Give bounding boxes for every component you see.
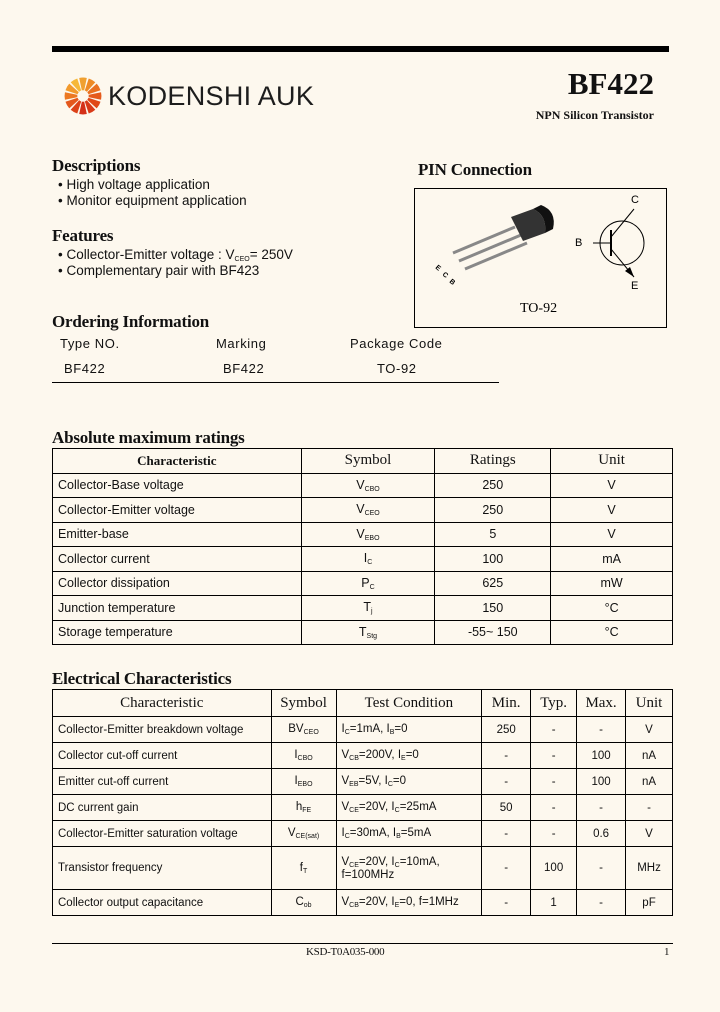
- cell-unit: V: [626, 821, 673, 847]
- table-row: [53, 847, 673, 890]
- cell-characteristic: Emitter-base: [53, 522, 302, 547]
- cell-symbol: $f_T$: [271, 847, 336, 890]
- cell-unit: pF: [626, 890, 673, 916]
- cell-max: 100: [577, 769, 626, 795]
- cell-condition: $V_{CB}=20V$, $I_E=0$, f=1MHz: [336, 890, 482, 916]
- cell-unit: V: [551, 473, 673, 498]
- cell-symbol: $V_{CE(sat)}$: [271, 821, 336, 847]
- pin-label-emitter: E: [631, 280, 639, 292]
- cell-min: 50: [482, 795, 531, 821]
- cell-symbol: $I_{EBO}$: [271, 769, 336, 795]
- cell-rating: 100: [435, 547, 551, 572]
- table-row: [53, 890, 673, 916]
- cell-characteristic: Collector-Base voltage: [53, 473, 302, 498]
- column-header: Min.: [482, 690, 531, 717]
- cell-unit: MHz: [626, 847, 673, 890]
- column-header: Unit: [626, 690, 673, 717]
- pin-heading: PIN Connection: [418, 160, 532, 179]
- cell-max: -: [577, 717, 626, 743]
- cell-min: -: [482, 769, 531, 795]
- table-row: [53, 473, 673, 498]
- abs-max-heading: Absolute maximum ratings: [52, 428, 245, 447]
- cell-unit: V: [626, 717, 673, 743]
- table-row: [53, 743, 673, 769]
- cell-characteristic: Junction temperature: [53, 596, 302, 621]
- table-header-row: [53, 449, 673, 474]
- cell-characteristic: Collector current: [53, 547, 302, 572]
- table-row: [53, 620, 673, 645]
- cell-symbol: $h_{FE}$: [271, 795, 336, 821]
- cell-typ: -: [531, 743, 577, 769]
- pin-label-base: B: [575, 237, 583, 249]
- cell-max: 0.6: [577, 821, 626, 847]
- top-rule: [52, 46, 669, 52]
- ordering-value-marking: BF422: [223, 361, 265, 376]
- column-header: Max.: [577, 690, 626, 717]
- cell-unit: °C: [551, 620, 673, 645]
- cell-condition: $V_{CB}=200V$, $I_E=0$: [336, 743, 482, 769]
- page-number: 1: [664, 946, 670, 958]
- ordering-divider: [52, 382, 499, 383]
- cell-min: -: [482, 890, 531, 916]
- cell-rating: -55~ 150: [435, 620, 551, 645]
- cell-typ: -: [531, 795, 577, 821]
- package-label: TO-92: [520, 301, 558, 316]
- cell-rating: 250: [435, 498, 551, 523]
- cell-unit: mW: [551, 571, 673, 596]
- cell-symbol: $I_C$: [301, 547, 435, 572]
- cell-typ: -: [531, 821, 577, 847]
- cell-symbol: $BV_{CEO}$: [271, 717, 336, 743]
- sunburst-logo-icon: [64, 77, 102, 115]
- cell-min: -: [482, 743, 531, 769]
- description-item: • Monitor equipment application: [58, 193, 247, 209]
- ordering-header-type: Type NO.: [60, 336, 120, 351]
- ordering-header-marking: Marking: [216, 336, 267, 351]
- cell-condition: $I_C=30mA$, $I_B=5mA$: [336, 821, 482, 847]
- ordering-heading: Ordering Information: [52, 312, 210, 331]
- ordering-header-package: Package Code: [350, 336, 443, 351]
- to92-package-icon: [415, 189, 666, 327]
- column-header: Test Condition: [336, 690, 482, 717]
- elec-heading: Electrical Characteristics: [52, 669, 232, 688]
- cell-unit: nA: [626, 769, 673, 795]
- cell-min: 250: [482, 717, 531, 743]
- column-header: Ratings: [435, 449, 551, 474]
- cell-typ: -: [531, 717, 577, 743]
- cell-symbol: $I_{CBO}$: [271, 743, 336, 769]
- ordering-value-package: TO-92: [377, 361, 417, 376]
- cell-unit: V: [551, 498, 673, 523]
- cell-rating: 5: [435, 522, 551, 547]
- cell-unit: °C: [551, 596, 673, 621]
- features-heading: Features: [52, 226, 114, 245]
- cell-condition: $V_{CE}=20V$, $I_C=25mA$: [336, 795, 482, 821]
- cell-characteristic: Transistor frequency: [53, 847, 272, 890]
- cell-symbol: $V_{CBO}$: [301, 473, 435, 498]
- description-item: • High voltage application: [58, 177, 210, 193]
- cell-max: -: [577, 795, 626, 821]
- descriptions-heading: Descriptions: [52, 156, 141, 175]
- cell-unit: -: [626, 795, 673, 821]
- ordering-value-type: BF422: [64, 361, 106, 376]
- cell-symbol: $T_{Stg}$: [301, 620, 435, 645]
- column-header: Characteristic: [53, 449, 302, 474]
- cell-unit: V: [551, 522, 673, 547]
- leg-label: C: [440, 271, 450, 280]
- cell-symbol: $V_{CEO}$: [301, 498, 435, 523]
- cell-min: -: [482, 847, 531, 890]
- pin-label-collector: C: [631, 194, 639, 206]
- table-row: [53, 571, 673, 596]
- pin-diagram-box: [414, 188, 667, 328]
- cell-max: -: [577, 847, 626, 890]
- table-row: [53, 821, 673, 847]
- column-header: Typ.: [531, 690, 577, 717]
- column-header: Unit: [551, 449, 673, 474]
- cell-characteristic: DC current gain: [53, 795, 272, 821]
- table-row: [53, 547, 673, 572]
- cell-symbol: $V_{EBO}$: [301, 522, 435, 547]
- leg-label: E: [433, 264, 442, 273]
- cell-symbol: $P_C$: [301, 571, 435, 596]
- cell-characteristic: Collector cut-off current: [53, 743, 272, 769]
- table-row: [53, 522, 673, 547]
- cell-condition: $V_{EB}=5V$, $I_C=0$: [336, 769, 482, 795]
- column-header: Characteristic: [53, 690, 272, 717]
- cell-rating: 625: [435, 571, 551, 596]
- cell-typ: 100: [531, 847, 577, 890]
- table-row: [53, 769, 673, 795]
- cell-unit: mA: [551, 547, 673, 572]
- cell-condition: $V_{CE}=20V$, $I_C=10mA$, f=100MHz: [336, 847, 482, 890]
- document-code: KSD-T0A035-000: [306, 946, 385, 958]
- footer-rule: [52, 943, 673, 944]
- abs-max-table: [52, 448, 673, 645]
- cell-max: -: [577, 890, 626, 916]
- cell-characteristic: Storage temperature: [53, 620, 302, 645]
- brand-logo: [64, 76, 314, 116]
- cell-symbol: $T_j$: [301, 596, 435, 621]
- cell-rating: 150: [435, 596, 551, 621]
- cell-condition: $I_C=1mA$, $I_B=0$: [336, 717, 482, 743]
- part-number: BF422: [567, 66, 654, 101]
- cell-max: 100: [577, 743, 626, 769]
- table-row: [53, 795, 673, 821]
- table-row: [53, 717, 673, 743]
- cell-characteristic: Collector output capacitance: [53, 890, 272, 916]
- cell-unit: nA: [626, 743, 673, 769]
- brand-name: KODENSHI AUK: [108, 80, 315, 111]
- table-header-row: [53, 690, 673, 717]
- cell-characteristic: Collector-Emitter voltage: [53, 498, 302, 523]
- cell-characteristic: Collector dissipation: [53, 571, 302, 596]
- feature-item: • Collector-Emitter voltage : $V_{CEO}= 250V$: [58, 247, 293, 268]
- cell-symbol: $C_{ob}$: [271, 890, 336, 916]
- column-header: Symbol: [301, 449, 435, 474]
- cell-min: -: [482, 821, 531, 847]
- cell-characteristic: Collector-Emitter breakdown voltage: [53, 717, 272, 743]
- cell-typ: -: [531, 769, 577, 795]
- cell-rating: 250: [435, 473, 551, 498]
- leg-label: B: [447, 278, 457, 287]
- part-subtitle: NPN Silicon Transistor: [535, 108, 654, 122]
- feature-item: • Complementary pair with BF423: [58, 263, 259, 279]
- column-header: Symbol: [271, 690, 336, 717]
- table-row: [53, 498, 673, 523]
- cell-typ: 1: [531, 890, 577, 916]
- elec-table: [52, 689, 673, 916]
- cell-characteristic: Collector-Emitter saturation voltage: [53, 821, 272, 847]
- cell-characteristic: Emitter cut-off current: [53, 769, 272, 795]
- table-row: [53, 596, 673, 621]
